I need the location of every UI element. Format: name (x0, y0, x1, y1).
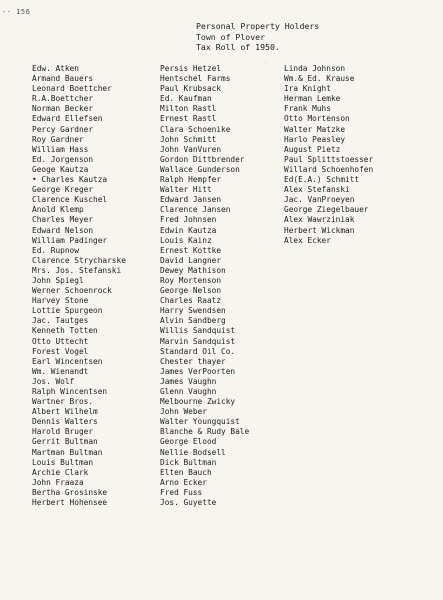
name-entry: Melbourne Zwicky (160, 397, 236, 407)
name-entry: Ralph Hempfer (160, 175, 222, 185)
name-entry: Harold Bruger (32, 427, 94, 437)
corner-mark: -- 156 (2, 8, 31, 16)
name-entry: Otto Uttecht (32, 336, 89, 346)
name-entry: Wallace Gunderson (160, 164, 240, 174)
name-entry: Ed(E.A.) Schmitt (284, 175, 360, 185)
name-entry: Alex Wawrziniak (284, 215, 355, 225)
name-entry: Louis Bultman (32, 457, 94, 467)
name-entry: Edward Jansen (160, 195, 222, 205)
name-entry: Harvey Stone (32, 296, 89, 306)
header-town: Town of Plover (196, 31, 266, 42)
name-entry: Armand Bauers (32, 74, 94, 84)
name-entry: Alex Ecker (284, 235, 331, 245)
name-entry: George Kreger (32, 185, 94, 195)
name-entry: Dewey Mathison (160, 265, 226, 275)
name-entry: George Elood (160, 437, 217, 447)
name-entry: Persis Hetzel (160, 64, 222, 73)
name-entry: Wm.& Ed. Krause (284, 74, 355, 84)
name-entry: Jac. VanProeyen (284, 195, 355, 205)
name-entry: Herman Lemke (284, 94, 341, 104)
name-entry: Nellie Bodsell (160, 447, 226, 457)
header-tax-roll: Tax Roll of 1950. (196, 42, 280, 53)
name-entry: Walter Youngquist (160, 417, 240, 427)
name-entry: Leonard Boettcher (32, 84, 112, 94)
name-entry: Edw. Atken (32, 64, 79, 73)
document-header (196, 21, 319, 53)
name-entry: Herbert Wickman (284, 225, 355, 235)
name-entry: Clara Schoenike (160, 124, 231, 134)
name-entry: Fred Johnsen (160, 215, 217, 225)
name-entry: Dick Bultman (160, 457, 217, 467)
name-entry: Chester thayer (160, 356, 226, 366)
name-entry: • Charles Kautza (32, 175, 108, 185)
name-entry: Ralph Wincentsen (32, 387, 108, 396)
name-entry: Willard Schoenhofen (284, 164, 374, 174)
name-entry: Alex Stefanski (284, 185, 350, 195)
name-entry: Walter Hitt (160, 185, 212, 195)
name-entry: Ernest Rastl (160, 114, 217, 124)
name-entry: Mrs. Jos. Stefanski (32, 265, 122, 275)
name-entry: Alvin Sandberg (160, 316, 226, 326)
name-column-1 (32, 64, 126, 508)
name-entry: David Langner (160, 255, 222, 265)
name-entry: James VerPoorten (160, 366, 236, 376)
name-entry: John Spiegl (32, 275, 84, 285)
name-entry: James Vaughn (160, 376, 217, 386)
name-entry: Lottie Spurgeon (32, 306, 103, 316)
name-entry: Earl Wincentsen (32, 356, 103, 366)
stray-mark: ' (264, 61, 268, 68)
name-entry: Kenneth Totten (32, 326, 98, 336)
name-entry: Glenn Vaughn (160, 387, 217, 396)
name-entry: Wartner Bros. (32, 397, 94, 407)
name-entry: Willis Sandquist (160, 326, 236, 336)
name-entry: Clarence Kuschel (32, 195, 108, 205)
name-entry: Roy Gardner (32, 134, 84, 144)
name-entry: John Fraaza (32, 477, 84, 487)
name-entry: Geoge Kautza (32, 164, 89, 174)
name-entry: Marvin Sandquist (160, 336, 236, 346)
name-entry: Gordon Dittbrender (160, 154, 245, 164)
name-entry: Ira Knight (284, 84, 331, 94)
name-entry: Archie Clark (32, 467, 89, 477)
name-entry: Hentschel Farms (160, 74, 231, 84)
name-entry: Edward Ellefsen (32, 114, 103, 124)
name-entry: Frank Muhs (284, 104, 331, 114)
name-entry: Gerrit Bultman (32, 437, 98, 447)
name-entry: William Hass (32, 144, 89, 154)
name-entry: Blanche & Rudy Bale (160, 427, 250, 437)
name-entry: Milton Rastl (160, 104, 217, 114)
name-entry: August Pietz (284, 144, 341, 154)
name-entry: Edward Nelson (32, 225, 94, 235)
name-entry: George Ziegelbauer (284, 205, 369, 215)
name-entry: Jac. Tautges (32, 316, 89, 326)
name-entry: Anold Klemp (32, 205, 84, 215)
name-entry: Jos. Wolf (32, 376, 75, 386)
name-entry: Harlo Peasley (284, 134, 346, 144)
name-entry: Walter Matzke (284, 124, 346, 134)
name-entry: Clarence Jansen (160, 205, 231, 215)
name-entry: Jos. Guyette (160, 498, 217, 508)
name-entry: Paul Krubsack (160, 84, 222, 94)
name-entry: Bertha Grosinske (32, 487, 108, 497)
name-entry: John VanVuren (160, 144, 222, 154)
name-entry: Louis Kainz (160, 235, 212, 245)
name-entry: Percy Gardner (32, 124, 94, 134)
name-entry: Wm. Wienandt (32, 366, 89, 376)
name-entry: Forest Vogel (32, 346, 89, 356)
name-entry: Paul Splittstoesser (284, 154, 374, 164)
name-entry: Standard Oil Co. (160, 346, 236, 356)
name-entry: Otto Mortenson (284, 114, 350, 124)
name-entry: R.A.Boettcher (32, 94, 94, 104)
name-entry: Dennis Walters (32, 417, 98, 427)
name-entry: Clarence Strycharske (32, 255, 126, 265)
name-entry: Elten Bauch (160, 467, 212, 477)
name-entry: Harry Swendsen (160, 306, 226, 316)
name-entry: Ed. Kaufman (160, 94, 212, 104)
name-entry: Norman Becker (32, 104, 94, 114)
name-entry: Martman Bultman (32, 447, 103, 457)
name-entry: Ernest Kottke (160, 245, 222, 255)
name-entry: Edwin Kautza (160, 225, 217, 235)
name-entry: Roy Mortenson (160, 275, 222, 285)
name-column-3 (284, 64, 373, 246)
name-entry: Fred Fuss (160, 487, 203, 497)
name-entry: Ed. Rupnow (32, 245, 79, 255)
header-title: Personal Property Holders (196, 21, 320, 31)
name-entry: Linda Johnson (284, 64, 346, 73)
name-entry: George Nelson (160, 286, 222, 296)
name-entry: Herbert Hohensee (32, 498, 108, 508)
name-column-2 (160, 64, 249, 508)
name-entry: William Padinger (32, 235, 108, 245)
name-entry: Charles Meyer (32, 215, 94, 225)
name-entry: John Weber (160, 407, 207, 417)
name-entry: Arno Ecker (160, 477, 207, 487)
name-entry: Werner Schoenrock (32, 286, 112, 296)
name-entry: Albert Wilhelm (32, 407, 98, 417)
name-entry: Ed. Jorgenson (32, 154, 94, 164)
name-entry: Charles Raatz (160, 296, 222, 306)
name-entry: John Schmitt (160, 134, 217, 144)
